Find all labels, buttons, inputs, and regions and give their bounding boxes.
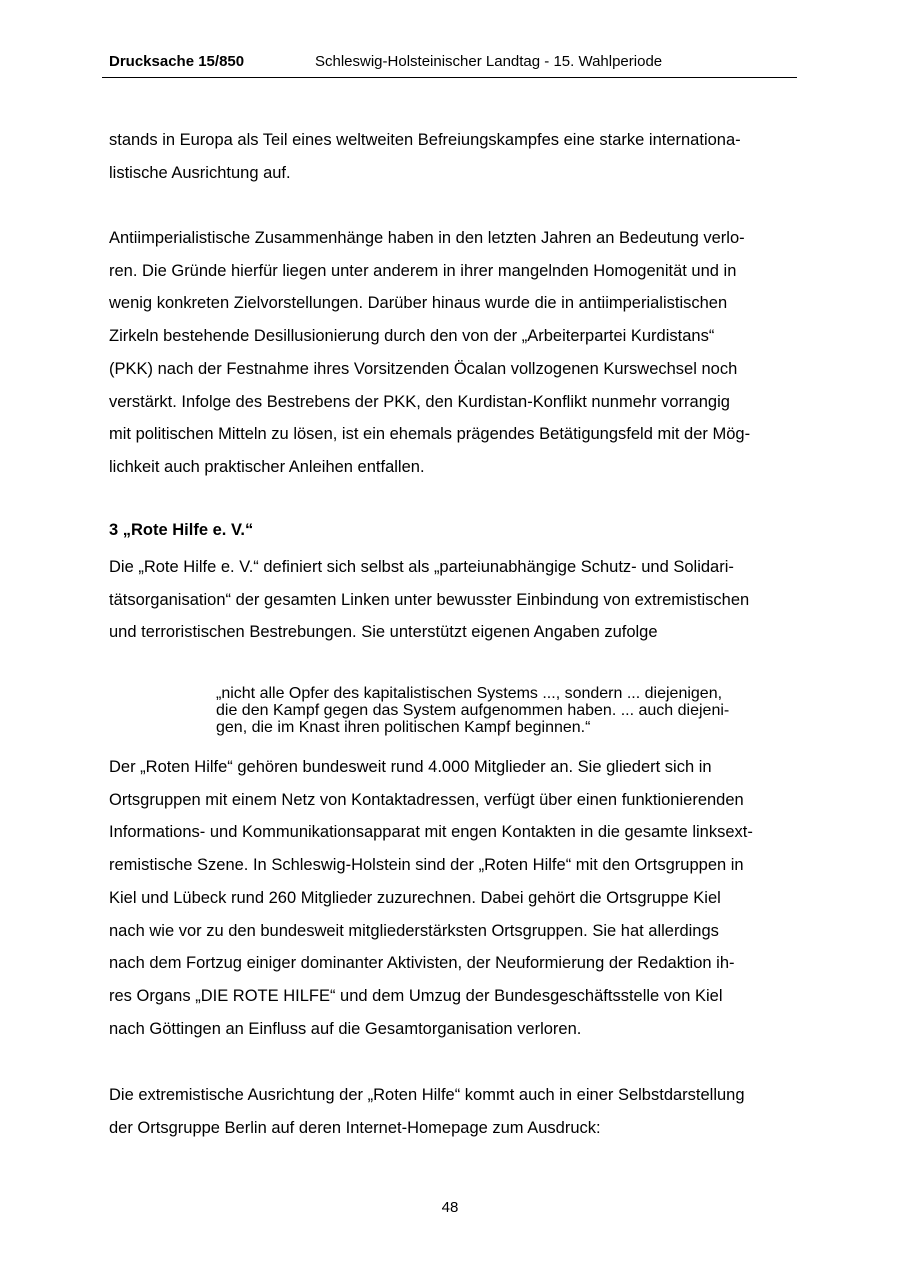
text-line: stands in Europa als Teil eines weltweiten Befreiungskampfes eine starke internationa- — [109, 131, 741, 149]
text-line: nach dem Fortzug einiger dominanter Aktivisten, der Neuformierung der Redaktion ih- — [109, 954, 735, 973]
text-line: mit politischen Mitteln zu lösen, ist ein ehemals prägendes Betätigungsfeld mit der Mög- — [109, 425, 751, 444]
quote-line: die den Kampf gegen das System aufgenommen haben. ... auch diejeni- — [216, 702, 730, 719]
text-line: nach Göttingen an Einfluss auf die Gesamtorganisation verloren. — [109, 1019, 582, 1038]
text-line: Antiimperialistische Zusammenhänge haben in den letzten Jahren an Bedeutung verlo- — [109, 229, 745, 247]
text-line: tätsorganisation“ der gesamten Linken unter bewusster Einbindung von extremistischen — [109, 590, 750, 609]
text-line: nach wie vor zu den bundesweit mitgliederstärksten Ortsgruppen. Sie hat allerdings — [109, 921, 719, 940]
text-line: Die extremistische Ausrichtung der „Roten Hilfe“ kommt auch in einer Selbstdarstellung — [109, 1086, 745, 1104]
quote-line: „nicht alle Opfer des kapitalistischen Systems ..., sondern ... diejenigen, — [216, 685, 723, 702]
text-line: Ortsgruppen mit einem Netz von Kontaktadressen, verfügt über einen funktionierenden — [109, 790, 744, 809]
block-quote — [216, 685, 786, 736]
text-line: lichkeit auch praktischer Anleihen entfallen. — [109, 457, 425, 476]
section-heading: 3 „Rote Hilfe e. V.“ — [109, 521, 254, 539]
text-line: ren. Die Gründe hierfür liegen unter anderem in ihrer mangelnden Homogenität und in — [109, 261, 737, 280]
text-line: der Ortsgruppe Berlin auf deren Internet-Homepage zum Ausdruck: — [109, 1118, 601, 1137]
paragraph-4 — [109, 751, 799, 1045]
text-line: listische Ausrichtung auf. — [109, 163, 291, 182]
text-line: verstärkt. Infolge des Bestrebens der PKK, den Kurdistan-Konflikt nunmehr vorrangig — [109, 392, 730, 411]
document-number: Drucksache 15/850 — [109, 53, 245, 70]
text-line: Zirkeln bestehende Desillusionierung durch den von der „Arbeiterpartei Kurdistans“ — [109, 327, 715, 346]
text-line: Der „Roten Hilfe“ gehören bundesweit rund 4.000 Mitglieder an. Sie gliedert sich in — [109, 758, 712, 776]
text-line: Kiel und Lübeck rund 260 Mitglieder zuzurechnen. Dabei gehört die Ortsgruppe Kiel — [109, 888, 721, 907]
page-number: 48 — [441, 1199, 459, 1216]
header-title: Schleswig-Holsteinischer Landtag - 15. Wahlperiode — [315, 53, 663, 70]
paragraph-1 — [109, 124, 799, 189]
quote-line: gen, die im Knast ihren politischen Kampf beginnen.“ — [216, 719, 591, 736]
paragraph-2 — [109, 222, 799, 484]
text-line: res Organs „DIE ROTE HILFE“ und dem Umzug der Bundesgeschäftsstelle von Kiel — [109, 986, 723, 1005]
paragraph-3 — [109, 551, 799, 649]
paragraph-5 — [109, 1079, 799, 1144]
text-line: wenig konkreten Zielvorstellungen. Darüber hinaus wurde die in antiimperialistischen — [109, 294, 728, 313]
text-line: Die „Rote Hilfe e. V.“ definiert sich selbst als „parteiunabhängige Schutz- und Solidari- — [109, 558, 734, 576]
text-line: remistische Szene. In Schleswig-Holstein sind der „Roten Hilfe“ mit den Ortsgruppen in — [109, 856, 744, 875]
text-line: (PKK) nach der Festnahme ihres Vorsitzenden Öcalan vollzogenen Kurswechsel noch — [109, 359, 738, 378]
text-line: und terroristischen Bestrebungen. Sie unterstützt eigenen Angaben zufolge — [109, 623, 658, 642]
page-header — [102, 50, 797, 78]
text-line: Informations- und Kommunikationsapparat mit engen Kontakten in die gesamte linksext- — [109, 823, 753, 842]
